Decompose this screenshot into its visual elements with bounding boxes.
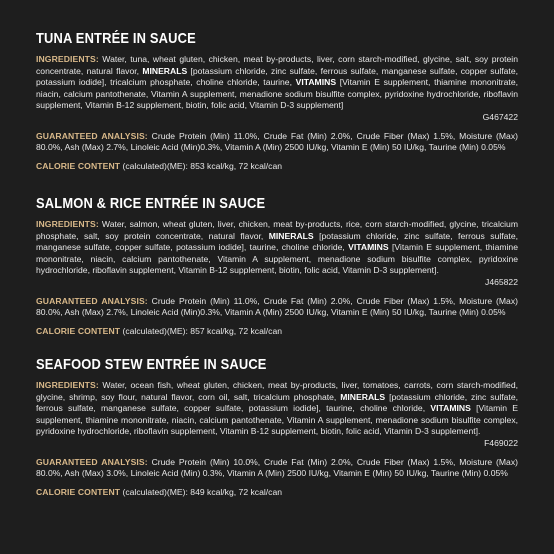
analysis-label: GUARANTEED ANALYSIS:	[36, 456, 148, 467]
ingredients-paragraph	[36, 380, 518, 450]
ingredients-text: [Vitamin E supplement, thiamine mononitrate, niacin, calcium pantothenate, Vitamin A supplement, menadione sodium bisulfite complex, pyridoxine hydrochloride, riboflavin supplement, Vitamin B-12 supplement, biotin, folic acid, Vitamin D-3 supplement]	[36, 77, 518, 111]
calorie-paragraph	[36, 161, 518, 173]
analysis-text: Crude Protein (Min) 11.0%, Crude Fat (Min) 2.0%, Crude Fiber (Max) 1.5%, Moisture (Max) 80.0%, Ash (Max) 2.7%, Linoleic Acid (Min)0.3%, Vitamin A (Min) 2500 IU/kg, Vitamin E (Min) 50 IU/kg, Taurine (Min) 0.05%	[36, 295, 518, 318]
analysis-paragraph	[36, 296, 518, 319]
product-code: J465822	[485, 276, 518, 287]
section-title: TUNA ENTRÉE IN SAUCE	[36, 30, 196, 47]
section-tuna	[36, 30, 518, 172]
calorie-label: CALORIE CONTENT	[36, 486, 121, 497]
ingredients-text: [potassium chloride, zinc sulfate, ferrous sulfate, manganese sulfate, copper sulfate, potassium iodide], tricalcium phosphate, choline chloride, taurine,	[36, 65, 518, 88]
calorie-text: (calculated)(ME): 853 kcal/kg, 72 kcal/can	[120, 160, 283, 171]
ingredients-text: [Vitamin E supplement, thiamine mononitrate, niacin, calcium pantothenate, Vitamin A supplement, menadione sodium bisulfite complex, pyridoxine hydrochloride, riboflavin supplement, Vitamin B-12 supplement, biotin, folic acid, Vitamin D-3 supplement].	[36, 242, 518, 276]
ingredients-label: INGREDIENTS:	[36, 54, 99, 64]
product-code: G467422	[482, 111, 518, 122]
ingredients-label: INGREDIENTS:	[36, 380, 99, 390]
ingredients-text: [potassium chloride, zinc sulfate, ferrous sulfate, manganese sulfate, copper sulfate, potassium iodide], taurine, choline chloride,	[36, 230, 518, 253]
calorie-paragraph	[36, 487, 518, 499]
section-title: SALMON & RICE ENTRÉE IN SAUCE	[36, 195, 266, 212]
ingredients-text: Water, salmon, wheat gluten, liver, chicken, meat by-products, rice, corn starch-modified, glycine, tricalcium phosphate, salt, soy protein concentrate, natural flavor,	[36, 219, 518, 241]
calorie-text: (calculated)(ME): 857 kcal/kg, 72 kcal/can	[120, 325, 283, 336]
calorie-label: CALORIE CONTENT	[36, 325, 121, 336]
ingredients-paragraph	[36, 54, 518, 124]
analysis-paragraph	[36, 131, 518, 154]
ingredients-label: INGREDIENTS:	[36, 219, 99, 229]
analysis-label: GUARANTEED ANALYSIS:	[36, 295, 148, 306]
product-code: F469022	[484, 437, 518, 448]
vitamins-keyword: VITAMINS	[295, 77, 337, 88]
minerals-keyword: MINERALS	[268, 230, 314, 241]
analysis-label: GUARANTEED ANALYSIS:	[36, 130, 148, 141]
calorie-paragraph	[36, 326, 518, 338]
ingredients-text: Water, tuna, wheat gluten, chicken, meat by-products, liver, corn starch-modified, glycine, salt, soy protein concentrate, natural flavor,	[36, 54, 518, 76]
section-title: SEAFOOD STEW ENTRÉE IN SAUCE	[36, 356, 267, 373]
analysis-text: Crude Protein (Min) 10.0%, Crude Fat (Min) 2.0%, Crude Fiber (Max) 1.5%, Moisture (Max) 80.0%, Ash (Max) 3.0%, Linoleic Acid (Min) 0.3%, Vitamin A (Min) 2500 IU/kg, Vitamin E (Min) 50 IU/kg, Taurine (Min) 0.05%	[36, 456, 518, 479]
section-salmon-rice	[36, 195, 518, 337]
minerals-keyword: MINERALS	[340, 391, 386, 402]
section-seafood-stew	[36, 356, 518, 498]
ingredients-paragraph	[36, 219, 518, 289]
vitamins-keyword: VITAMINS	[430, 403, 471, 414]
minerals-keyword: MINERALS	[142, 65, 188, 76]
analysis-paragraph	[36, 457, 518, 480]
calorie-label: CALORIE CONTENT	[36, 160, 121, 171]
ingredients-text: Water, ocean fish, wheat gluten, chicken, meat by-products, liver, tomatoes, carrots, corn starch-modified, glycine, shrimp, soy flour, natural flavor, corn oil, salt, tricalcium phosphate,	[36, 380, 518, 402]
vitamins-keyword: VITAMINS	[348, 242, 389, 253]
ingredients-text: [potassium chloride, zinc sulfate, ferrous sulfate, manganese sulfate, copper sulfate, potassium iodide], taurine, choline chloride,	[36, 391, 518, 414]
analysis-text: Crude Protein (Min) 11.0%, Crude Fat (Min) 2.0%, Crude Fiber (Max) 1.5%, Moisture (Max) 80.0%, Ash (Max) 2.7%, Linoleic Acid (Min)0.3%, Vitamin A (Min) 2500 IU/kg, Vitamin E (Min) 50 IU/kg, Taurine (Min) 0.05%	[36, 130, 518, 153]
ingredients-text: [Vitamin E supplement, thiamine mononitrate, niacin, calcium pantothenate, Vitamin A supplement, menadione sodium bisulfite complex, pyridoxine hydrochloride, riboflavin supplement, Vitamin B-12 supplement, biotin, folic acid, Vitamin D-3 supplement].	[36, 403, 518, 437]
calorie-text: (calculated)(ME): 849 kcal/kg, 72 kcal/can	[120, 486, 283, 497]
